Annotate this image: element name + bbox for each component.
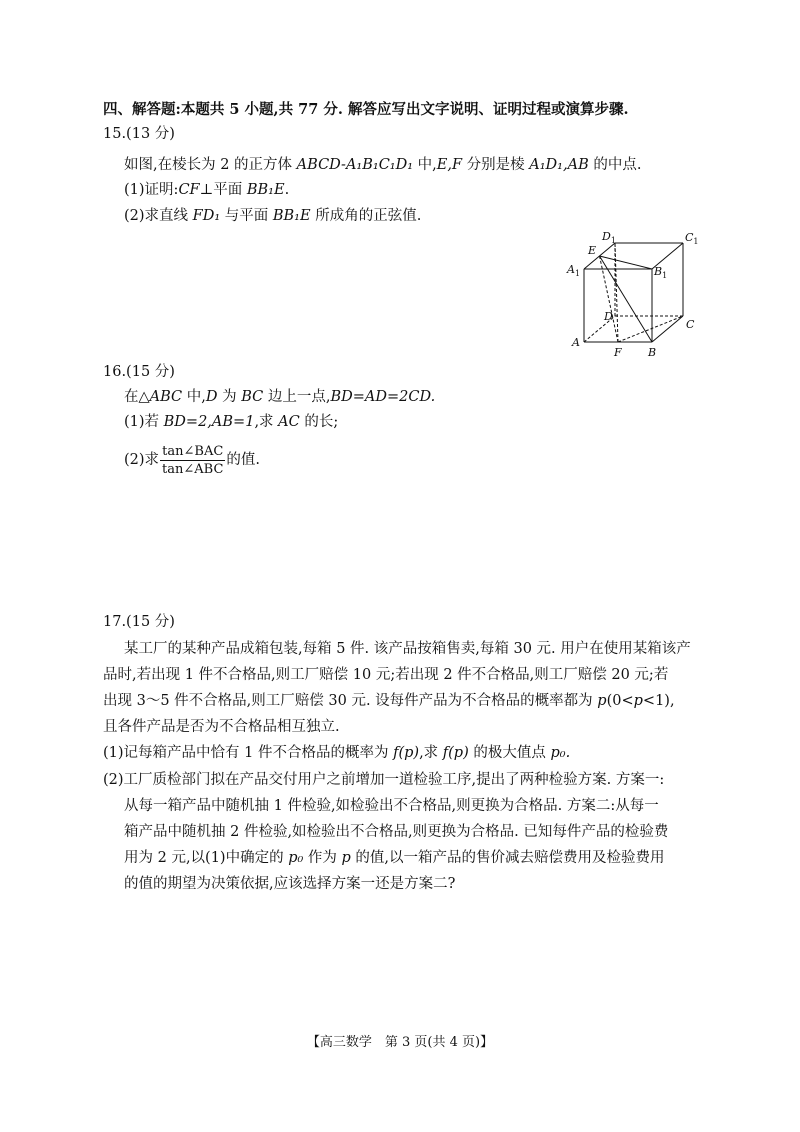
q15-number: 15.(13 分)	[103, 126, 175, 142]
label-D: D	[604, 310, 613, 323]
label-C: C	[686, 318, 695, 331]
label-A: A	[572, 336, 580, 349]
q17-para-line3: 出现 3～5 件不合格品,则工厂赔偿 30 元. 设每件产品为不合格品的概率都为 p(0<p<1),	[103, 693, 675, 709]
q17-part1: (1)记每箱产品中恰有 1 件不合格品的概率为 f(p),求 f(p) 的极大值点 p₀.	[103, 745, 571, 761]
section-heading: 四、解答题:本题共 5 小题,共 77 分. 解答应写出文字说明、证明过程或演算步骤.	[103, 101, 629, 118]
label-B1: $B_1$	[654, 265, 668, 280]
q17-para-line2: 品时,若出现 1 件不合格品,则工厂赔偿 10 元;若出现 2 件不合格品,则工厂赔偿 20 元;若	[103, 667, 669, 683]
q17-part2-line3: 箱产品中随机抽 2 件检验,如检验出不合格品,则更换为合格品. 已知每件产品的检验费	[124, 824, 669, 840]
segment-FD1	[615, 243, 618, 342]
q16-part1: (1)若 BD=2,AB=1,求 AC 的长;	[124, 414, 339, 430]
q16-number: 16.(15 分)	[103, 364, 175, 380]
q15-stem: 如图,在棱长为 2 的正方体 ABCD-A₁B₁C₁D₁ 中,E,F 分别是棱 A₁D₁,AB 的中点.	[124, 157, 642, 173]
tan-ratio-fraction: $\frac{\text{tan∠BAC}}{\text{tan∠ABC}}$	[162, 443, 224, 477]
page-footer: 【高三数学 第 3 页(共 4 页)】	[306, 1035, 494, 1050]
q16-part2: (2)求 $\frac{\text{tan∠BAC}}{\text{tan∠ABC}}$ 的值.	[124, 443, 261, 477]
q17-para-line1: 某工厂的某种产品成箱包装,每箱 5 件. 该产品按箱售卖,每箱 30 元. 用户在使用某箱该产	[124, 641, 691, 657]
label-F: F	[614, 346, 622, 359]
label-A1: $A_1$	[567, 263, 581, 278]
label-C1: $C_1$	[685, 231, 699, 246]
segment-EB1	[600, 256, 653, 269]
label-E: E	[588, 244, 597, 257]
label-D1: $D_1$	[602, 230, 616, 245]
q17-part2-line5: 的值的期望为决策依据,应该选择方案一还是方案二?	[124, 876, 456, 892]
q15-part2: (2)求直线 FD₁ 与平面 BB₁E 所成角的正弦值.	[124, 208, 422, 224]
q16-stem: 在△ABC 中,D 为 BC 边上一点,BD=AD=2CD.	[124, 389, 436, 405]
cube-figure	[560, 228, 710, 368]
edge-BC	[652, 316, 683, 342]
q17-part2-line2: 从每一箱产品中随机抽 1 件检验,如检验出不合格品,则更换为合格品. 方案二:从每一	[124, 798, 659, 814]
q17-part2-line1: (2)工厂质检部门拟在产品交付用户之前增加一道检验工序,提出了两种检验方案. 方案一:	[103, 772, 665, 788]
q17-para-line4: 且各件产品是否为不合格品相互独立.	[103, 719, 340, 735]
segment-FC	[618, 316, 683, 342]
q15-part1: (1)证明:CF⊥平面 BB₁E.	[124, 182, 290, 198]
q17-part2-line4: 用为 2 元,以(1)中确定的 p₀ 作为 p 的值,以一箱产品的售价减去赔偿费用及检验费用	[124, 850, 665, 866]
label-B: B	[648, 346, 657, 359]
q17-number: 17.(15 分)	[103, 614, 175, 630]
